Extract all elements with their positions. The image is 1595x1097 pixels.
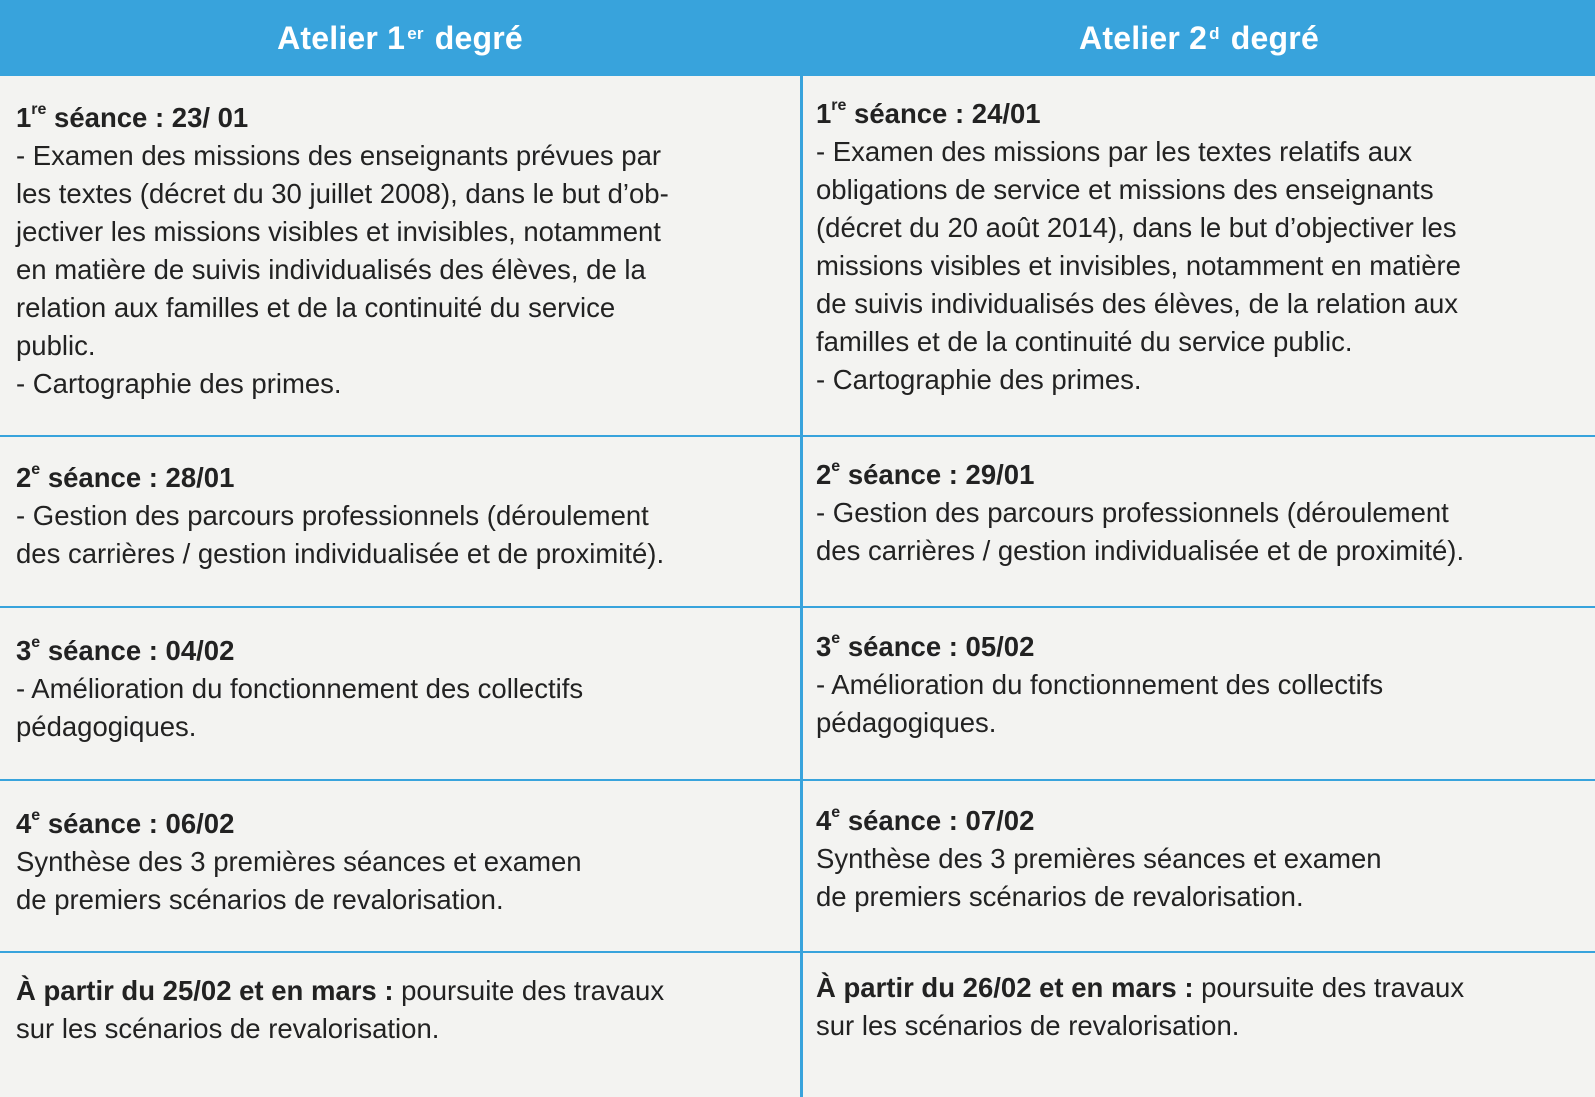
session-1-primary (16, 94, 791, 403)
row-divider (0, 779, 1595, 781)
text-line: À partir du 26/02 et en mars : poursuite des travaux (816, 972, 1465, 1003)
text-line: jectiver les missions visibles et invisibles, notamment (16, 216, 661, 248)
text-line: - Cartographie des primes. (816, 364, 1142, 396)
text-line: de suivis individualisés des élèves, de la relation aux (816, 288, 1459, 320)
session-title: 2e séance : 28/01 (16, 461, 235, 494)
row-divider (0, 606, 1595, 608)
text-line: Synthèse des 3 premières séances et examen (816, 843, 1382, 875)
continuation-primary (16, 972, 791, 1048)
session-title: 3e séance : 04/02 (16, 634, 235, 667)
text-line: familles et de la continuité du service public. (816, 326, 1353, 358)
text-line: sur les scénarios de revalorisation. (816, 1010, 1240, 1041)
text-line: Synthèse des 3 premières séances et examen (16, 846, 582, 878)
text-line: - Cartographie des primes. (16, 368, 342, 400)
text-line: des carrières / gestion individualisée et de proximité). (816, 535, 1465, 567)
text-line: - Gestion des parcours professionnels (déroulement (16, 500, 649, 532)
text-line: de premiers scénarios de revalorisation. (816, 881, 1304, 913)
session-title: 4e séance : 07/02 (816, 804, 1035, 837)
session-2-primary (16, 454, 791, 573)
text-line: les textes (décret du 30 juillet 2008), dans le but d’ob- (16, 178, 669, 210)
text-line: public. (16, 330, 96, 362)
text-line: en matière de suivis individualisés des élèves, de la (16, 254, 646, 286)
session-title: 1re séance : 24/01 (816, 97, 1041, 130)
session-3-secondary (816, 623, 1591, 742)
text-line: - Amélioration du fonctionnement des collectifs (16, 673, 584, 705)
text-line: - Gestion des parcours professionnels (déroulement (816, 497, 1449, 529)
session-4-primary (16, 800, 791, 919)
header-atelier-1er-degre: Atelier 1 $^{er}$ degré (277, 19, 523, 56)
session-title: 4e séance : 06/02 (16, 807, 235, 840)
text-line: pédagogiques. (816, 707, 997, 739)
session-title: 1re séance : 23/ 01 (16, 101, 249, 134)
text-line: À partir du 25/02 et en mars : poursuite des travaux (16, 975, 665, 1006)
text-line: sur les scénarios de revalorisation. (16, 1013, 440, 1044)
session-2-secondary (816, 451, 1591, 570)
row-divider (0, 435, 1595, 437)
text-line: pédagogiques. (16, 711, 197, 743)
header-atelier-2d-degre: Atelier 2 $^d$ degré (1079, 19, 1319, 56)
text-line: de premiers scénarios de revalorisation. (16, 884, 504, 916)
text-line: - Examen des missions des enseignants prévues par (16, 140, 662, 172)
session-4-secondary (816, 797, 1591, 916)
session-title: 2e séance : 29/01 (816, 458, 1035, 491)
session-1-secondary (816, 90, 1591, 399)
continuation-secondary (816, 969, 1591, 1045)
text-line: missions visibles et invisibles, notamment en matière (816, 250, 1461, 282)
text-line: obligations de service et missions des enseignants (816, 174, 1434, 206)
table-header (0, 0, 1595, 76)
text-line: des carrières / gestion individualisée et de proximité). (16, 538, 665, 570)
text-line: relation aux familles et de la continuité du service (16, 292, 616, 324)
text-line: (décret du 20 août 2014), dans le but d’objectiver les (816, 212, 1457, 244)
text-line: - Amélioration du fonctionnement des collectifs (816, 669, 1384, 701)
text-line: - Examen des missions par les textes relatifs aux (816, 136, 1413, 168)
session-title: 3e séance : 05/02 (816, 630, 1035, 663)
session-3-primary (16, 627, 791, 746)
row-divider (0, 951, 1595, 953)
column-divider (800, 0, 803, 1097)
